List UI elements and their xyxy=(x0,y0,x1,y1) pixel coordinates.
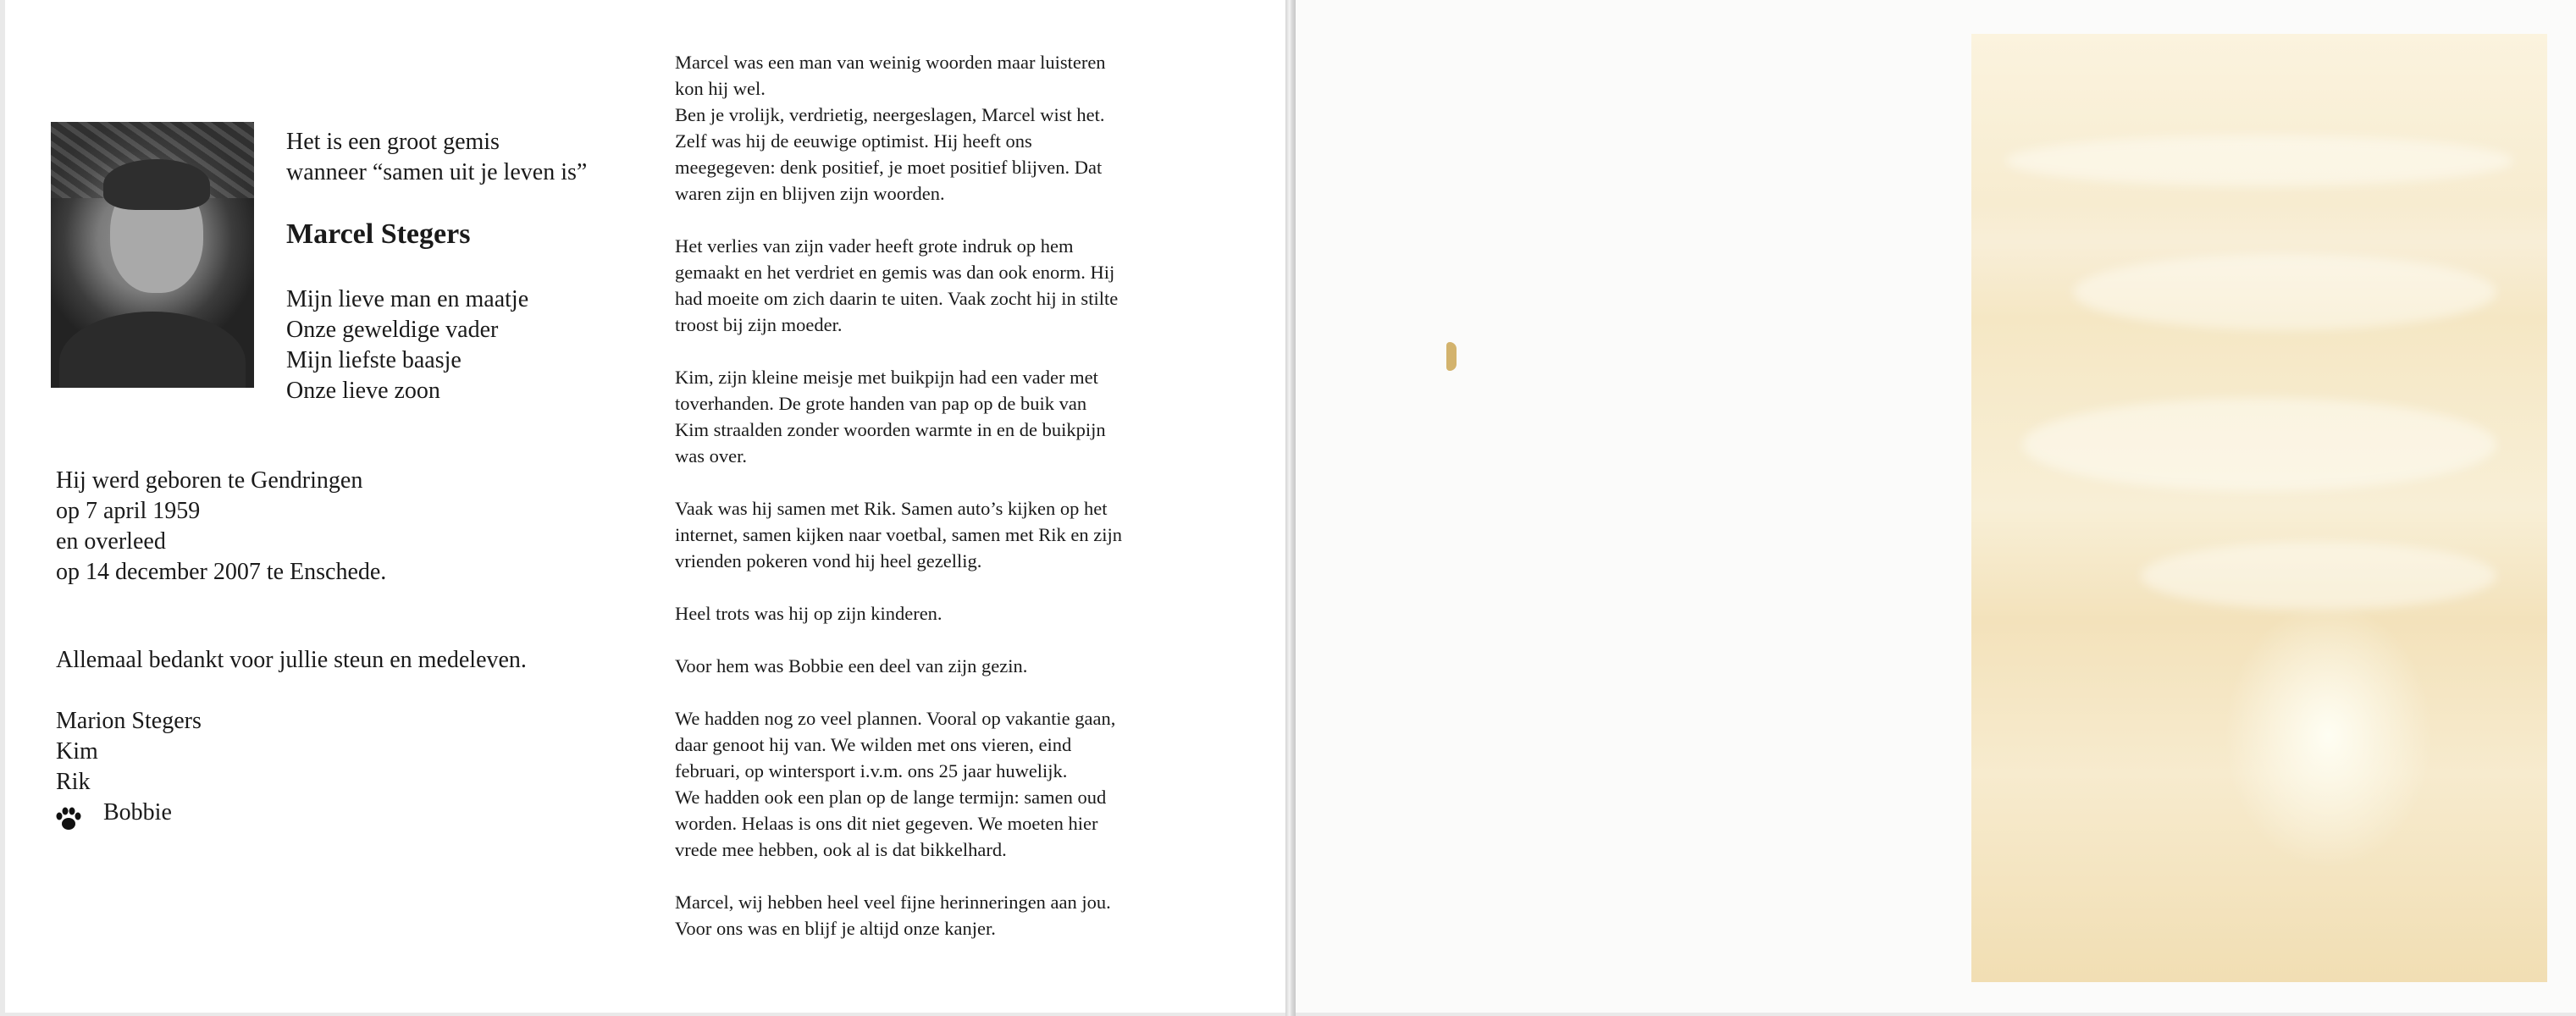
story-line: internet, samen kijken naar voetbal, samen met Rik en zijn xyxy=(675,524,1122,545)
family-member: Kim xyxy=(56,738,98,765)
portrait-photo xyxy=(51,122,254,388)
card-fold xyxy=(1285,0,1296,1016)
pet-name: Bobbie xyxy=(103,799,172,826)
story-line: We hadden nog zo veel plannen. Vooral op vakantie gaan, xyxy=(675,708,1116,729)
story-line: vrede mee hebben, ook al is dat bikkelhard. xyxy=(675,839,1007,860)
story-line: Kim straalden zonder woorden warmte in en de buikpijn xyxy=(675,419,1106,440)
story-line: waren zijn en blijven zijn woorden. xyxy=(675,183,945,204)
story-line: We hadden ook een plan op de lange termijn: samen oud xyxy=(675,787,1107,808)
story-line: toverhanden. De grote handen van pap op de buik van xyxy=(675,393,1087,414)
birth-line: en overleed xyxy=(56,528,166,555)
seal-mark xyxy=(1446,342,1457,371)
story-line: Het verlies van zijn vader heeft grote indruk op hem xyxy=(675,235,1074,257)
story-line: meegegeven: denk positief, je moet positief blijven. Dat xyxy=(675,157,1103,178)
story-line: Voor ons was en blijf je altijd onze kanjer. xyxy=(675,918,996,939)
story-line: was over. xyxy=(675,445,747,467)
deceased-name: Marcel Stegers xyxy=(286,218,471,250)
story-line: Kim, zijn kleine meisje met buikpijn had een vader met xyxy=(675,367,1098,388)
role-line: Onze lieve zoon xyxy=(286,378,440,404)
role-line: Mijn liefste baasje xyxy=(286,347,462,373)
role-line: Onze geweldige vader xyxy=(286,317,499,343)
story-line: daar genoot hij van. We wilden met ons vieren, eind xyxy=(675,734,1072,755)
family-member: Marion Stegers xyxy=(56,708,202,734)
story-line: Vaak was hij samen met Rik. Samen auto’s kijken op het xyxy=(675,498,1108,519)
story-line: troost bij zijn moeder. xyxy=(675,314,843,335)
story-line: kon hij wel. xyxy=(675,78,766,99)
story-line: worden. Helaas is ons dit niet gegeven. We moeten hier xyxy=(675,813,1098,834)
intro-line-1: Het is een groot gemis xyxy=(286,129,500,155)
story-line: vrienden pokeren vond hij heel gezellig. xyxy=(675,550,982,572)
story-line: Zelf was hij de eeuwige optimist. Hij heeft ons xyxy=(675,130,1032,152)
story-line: gemaakt en het verdriet en gemis was dan ook enorm. Hij xyxy=(675,262,1115,283)
paw-icon xyxy=(54,804,83,833)
story-line: februari, op wintersport i.v.m. ons 25 jaar huwelijk. xyxy=(675,760,1068,781)
role-line: Mijn lieve man en maatje xyxy=(286,286,529,312)
sunset-sea-image xyxy=(1971,34,2547,982)
story-line: Voor hem was Bobbie een deel van zijn gezin. xyxy=(675,655,1028,676)
story-line: had moeite om zich daarin te uiten. Vaak zocht hij in stilte xyxy=(675,288,1119,309)
story-line: Heel trots was hij op zijn kinderen. xyxy=(675,603,943,624)
birth-line: op 7 april 1959 xyxy=(56,498,201,524)
story-line: Marcel, wij hebben heel veel fijne herinneringen aan jou. xyxy=(675,892,1111,913)
story-line: Marcel was een man van weinig woorden maar luisteren xyxy=(675,52,1106,73)
thanks-text: Allemaal bedankt voor jullie steun en medeleven. xyxy=(56,647,527,673)
birth-line: Hij werd geboren te Gendringen xyxy=(56,467,363,494)
intro-line-2: wanneer “samen uit je leven is” xyxy=(286,159,588,185)
family-member: Rik xyxy=(56,769,91,795)
birth-line: op 14 december 2007 te Enschede. xyxy=(56,559,387,585)
story-line: Ben je vrolijk, verdrietig, neergeslagen, Marcel wist het. xyxy=(675,104,1105,125)
